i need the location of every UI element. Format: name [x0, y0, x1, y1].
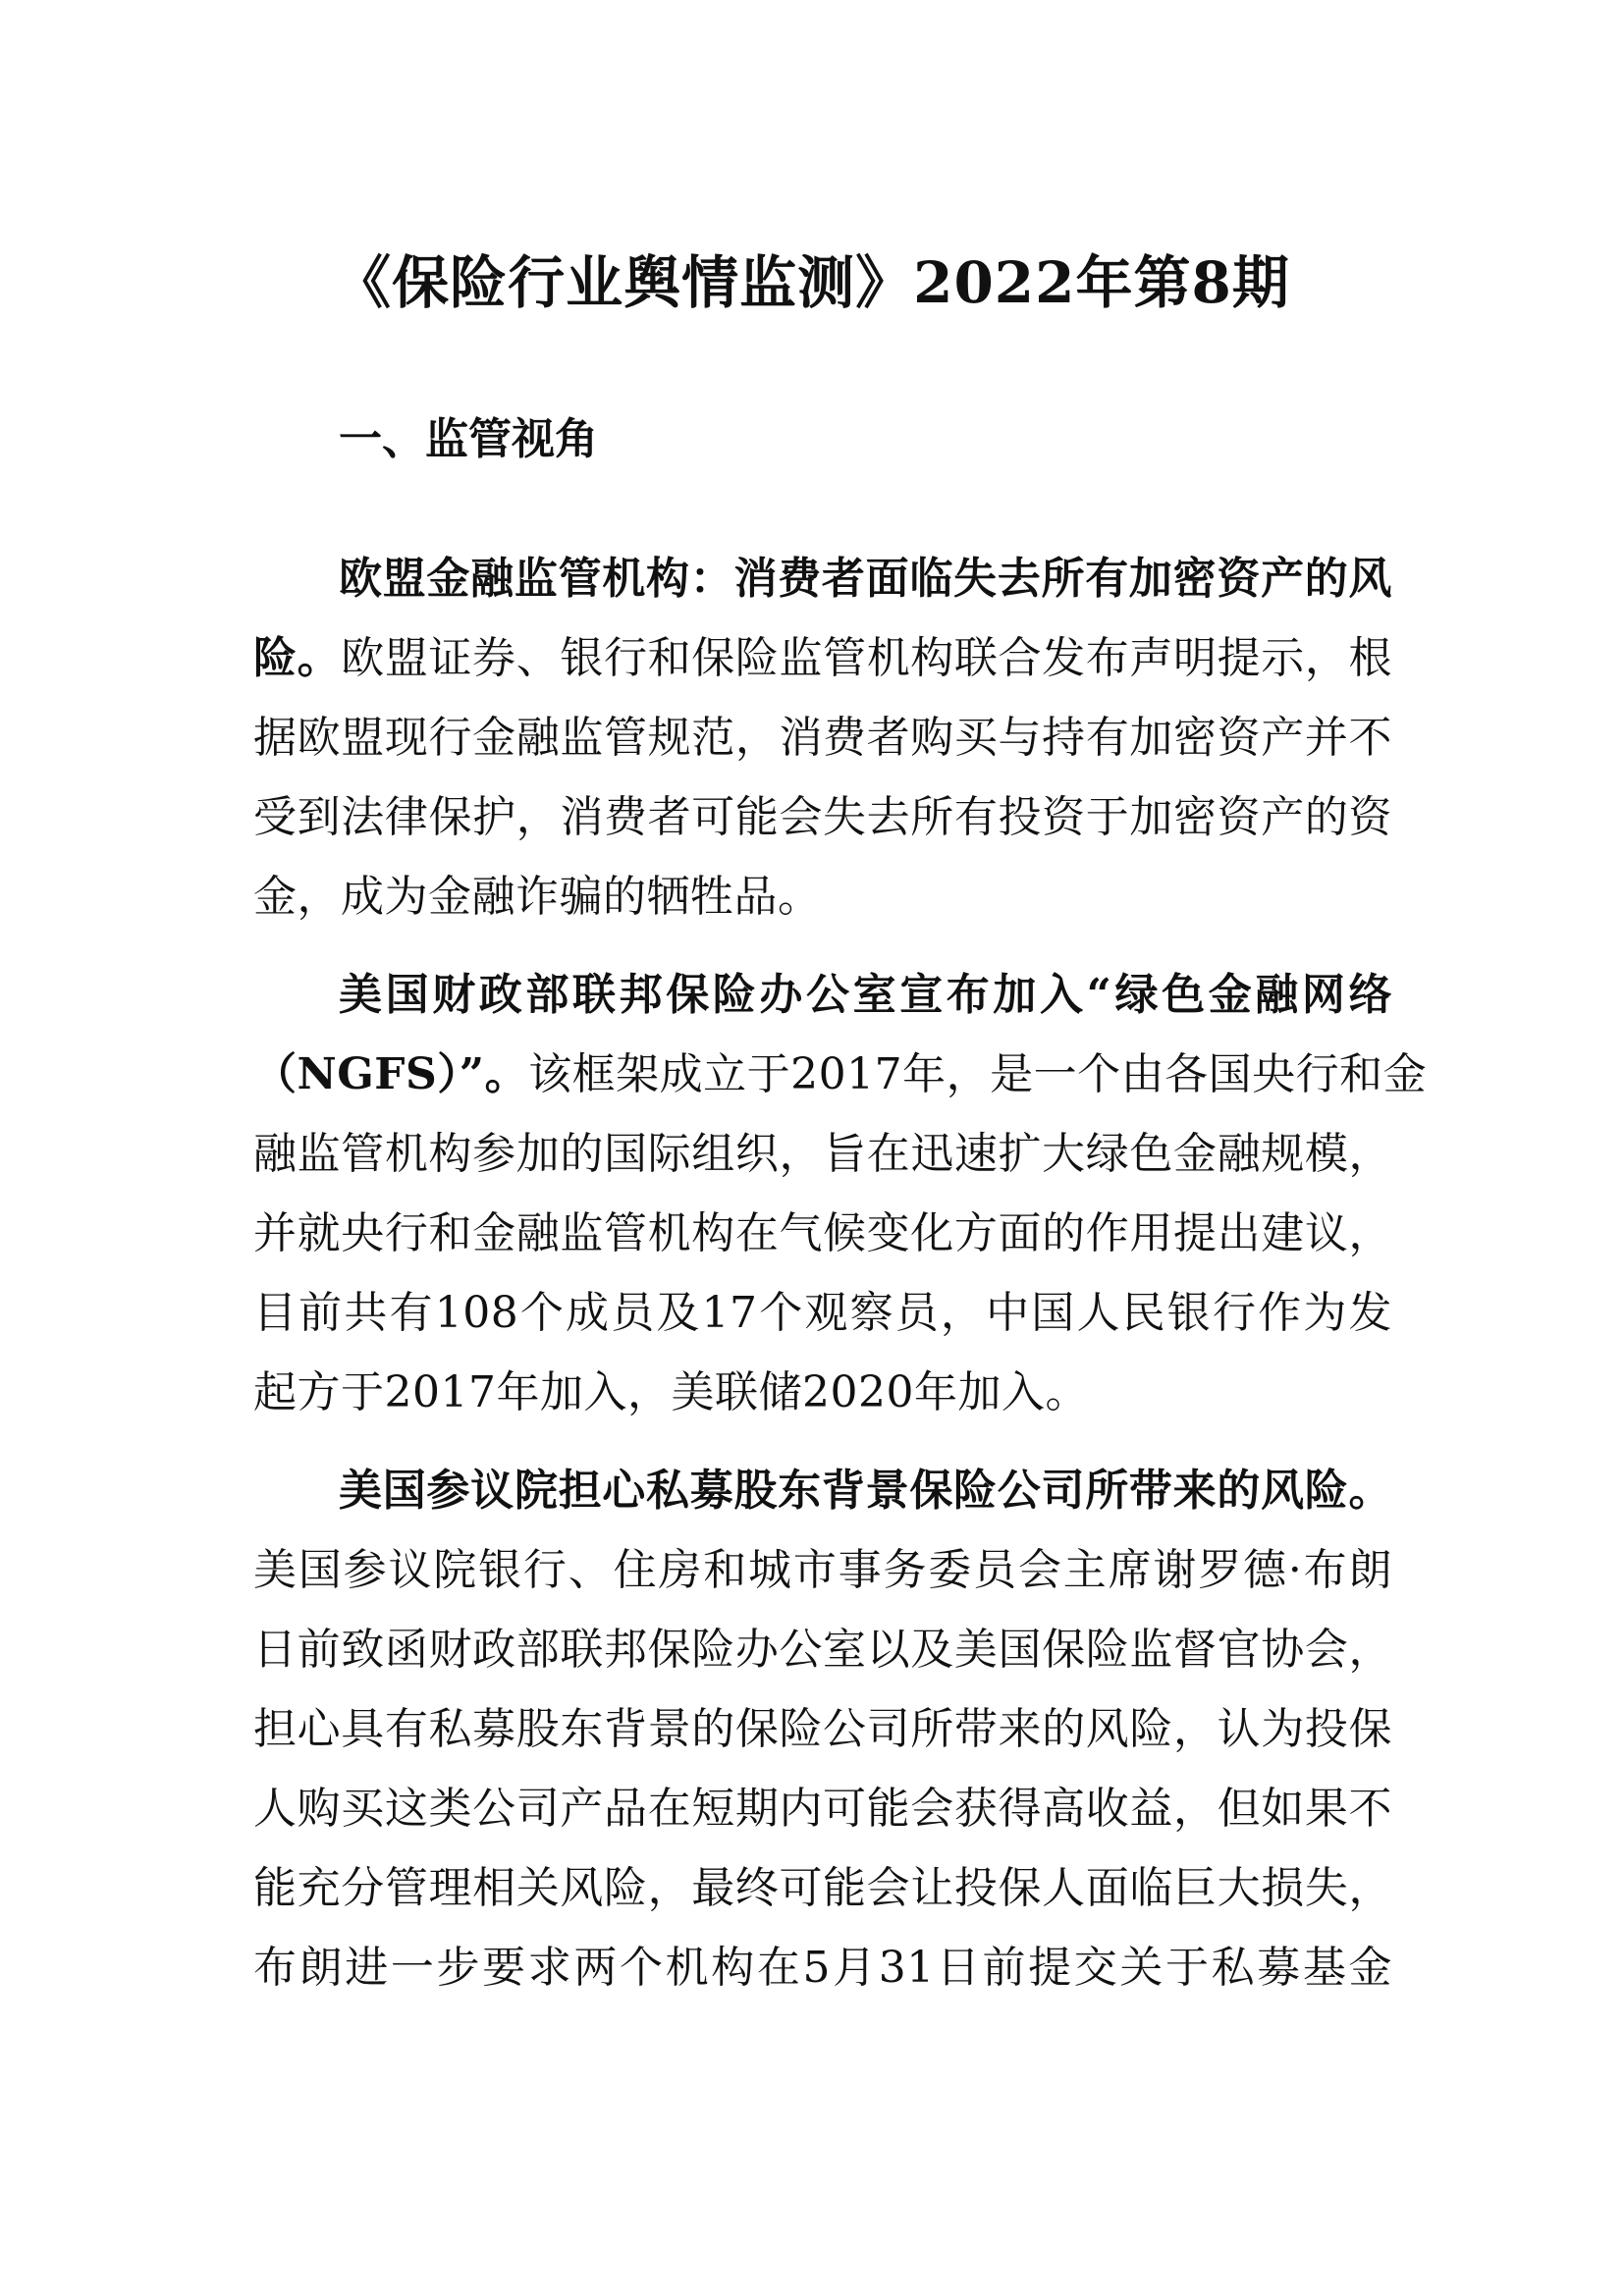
- paragraph-line: [253, 1848, 1392, 1928]
- paragraph-line: [253, 539, 1392, 618]
- paragraph-line: [253, 857, 1392, 936]
- section-heading: 一、监管视角: [339, 414, 598, 464]
- paragraph-line: [253, 1769, 1392, 1848]
- document-title: 《保险行业舆情监测》2022年第8期: [334, 249, 1290, 316]
- paragraph-line: [253, 1689, 1392, 1769]
- paragraph-text: 美国参议院银行、住房和城市事务委员会主席谢罗德·布朗: [253, 1545, 1392, 1595]
- paragraph-line: [253, 1194, 1392, 1273]
- paragraph-text: 目前共有108个成员及17个观察员，中国人民银行作为发: [253, 1288, 1392, 1338]
- paragraph-line: [253, 618, 1392, 698]
- paragraph-lead: 美国财政部联邦保险办公室宣布加入“绿色金融网络: [339, 970, 1392, 1020]
- paragraph-lead: 美国参议院担心私募股东背景保险公司所带来的风险。: [339, 1466, 1392, 1516]
- paragraph-text: 能充分管理相关风险，最终可能会让投保人面临巨大损失，: [253, 1863, 1392, 1913]
- paragraph-line: [253, 1353, 1392, 1432]
- paragraph-text: 欧盟证券、银行和保险监管机构联合发布声明提示，根: [341, 633, 1393, 683]
- paragraph-text: 融监管机构参加的国际组织，旨在迅速扩大绿色金融规模，: [253, 1129, 1392, 1179]
- paragraph-text: 日前致函财政部联邦保险办公室以及美国保险监督官协会，: [253, 1625, 1392, 1675]
- paragraph-us-senate: [253, 1451, 1392, 2007]
- paragraph-text: 受到法律保护，消费者可能会失去所有投资于加密资产的资: [253, 792, 1392, 842]
- paragraph-text: 并就央行和金融监管机构在气候变化方面的作用提出建议，: [253, 1208, 1392, 1258]
- paragraph-line: [253, 777, 1392, 857]
- paragraph-text: 布朗进一步要求两个机构在5月31日前提交关于私募基金: [253, 1943, 1392, 1993]
- paragraph-text: 起方于2017年加入，美联储2020年加入。: [253, 1367, 1089, 1417]
- paragraph-text: 金，成为金融诈骗的牺牲品。: [253, 872, 822, 922]
- paragraph-text: 担心具有私募股东背景的保险公司所带来的风险，认为投保: [253, 1704, 1392, 1754]
- paragraph-line: [253, 1451, 1392, 1530]
- paragraph-lead: （NGFS）”。: [253, 1049, 529, 1099]
- paragraph-line: [253, 1928, 1392, 2007]
- paragraph-line: [253, 955, 1392, 1035]
- paragraph-line: [253, 1530, 1392, 1610]
- paragraph-line: [253, 1610, 1392, 1689]
- paragraph-line: [253, 698, 1392, 777]
- paragraph-lead: 险。: [253, 633, 342, 683]
- paragraph-eu-crypto-risk: [253, 539, 1392, 936]
- paragraph-line: [253, 1035, 1428, 1114]
- paragraph-ngfs: [253, 955, 1428, 1432]
- paragraph-line: [253, 1114, 1392, 1194]
- paragraph-text: 据欧盟现行金融监管规范，消费者购买与持有加密资产并不: [253, 713, 1392, 763]
- paragraph-text: 人购买这类公司产品在短期内可能会获得高收益，但如果不: [253, 1784, 1392, 1834]
- paragraph-lead: 欧盟金融监管机构：消费者面临失去所有加密资产的风: [339, 554, 1392, 604]
- paragraph-text: 该框架成立于2017年，是一个由各国央行和金: [528, 1049, 1428, 1099]
- paragraph-line: [253, 1273, 1392, 1353]
